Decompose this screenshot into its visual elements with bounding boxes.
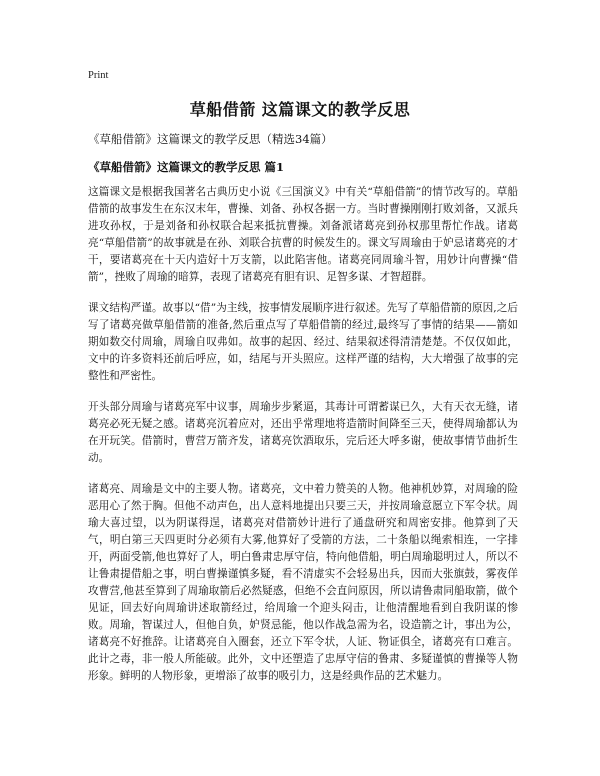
- paragraph-1: 这篇课文是根据我国著名古典历史小说《三国演义》中有关“草船借箭”的情节改写的。草船借箭的故事发生在东汉末年，曹操、刘备、孙权各据一方。当时曹操刚刚打败刘备，又派兵进攻孙权，于是刘备和孙权联合起来抵抗曹操。刘备派诸葛亮到孙权那里帮忙作战。诸葛亮“草船借箭”的故事就是在孙、刘联合抗曹的时候发生的。课文写周瑜由于妒忌诸葛亮的才干，要诸葛亮在十天内造好十万支箭，以此陷害他。诸葛亮同周瑜斗智，用妙计向曹操“借箭”，挫败了周瑜的暗算，表现了诸葛亮有胆有识、足智多谋、才智超群。: [88, 186, 518, 283]
- paragraph-3: 开头部分周瑜与诸葛亮军中议事，周瑜步步紧逼，其毒计可谓蓄谋已久，大有天衣无缝，诸葛亮必死无疑之感。诸葛亮沉着应对，还出乎常理地将造箭时间降至三天，使得周瑜都认为在开玩笑。借箭时，曹营万箭齐发，诸葛亮饮酒取乐，完后还大呼多谢，使故事情节曲折生动。: [88, 401, 518, 464]
- section-heading: 《草船借箭》这篇课文的教学反思 篇1: [88, 160, 285, 174]
- document-subtitle: 《草船借箭》这篇课文的教学反思（精选34篇）: [88, 132, 333, 146]
- page-title: 草船借箭 这篇课文的教学反思: [189, 100, 411, 119]
- print-link[interactable]: Print: [88, 70, 109, 81]
- paragraph-4: 诸葛亮、周瑜是文中的主要人物。诸葛亮，文中着力赞美的人物。他神机妙算，对周瑜的险恶用心了然于胸。但他不动声色，出人意料地提出只要三天，并按周瑜意愿立下军令状。周瑜大喜过望，以为阴谋得逞，诸葛亮对借箭妙计进行了通盘研究和周密安排。他算到了天气，明白第三天四更时分必须有大雾,他算好了受箭的方法，二十条船以绳索相连，一字排开，两面受箭,他也算好了人，明白鲁肃忠厚守信，特向他借船，明白周瑜聪明过人，所以不让鲁肃提借船之事，明白曹操谨慎多疑，看不清虚实不会轻易出兵，因而大张旗鼓，雾夜佯攻曹营,他甚至算到了周瑜取箭后必然疑惑，但绝不会直问原因，所以请鲁肃同船取箭，做个见证，回去好向周瑜讲述取箭经过，给周瑜一个迎头闷击，让他清醒地看到自我阴谋的惨败。周瑜，智谋过人，但他自负，妒贤忌能，他以作战急需为名，设造箭之计，事出为公，诸葛亮不好推辞。让诸葛亮自入圈套，还立下军令状，人证、物证俱全，诸葛亮有口难言。此计之毒，非一般人所能破。此外，文中还塑造了忠厚守信的鲁肃、多疑谨慎的曹操等人物形象。鲜明的人物形象，更增添了故事的吸引力，这是经典作品的艺术魅力。: [88, 483, 518, 682]
- paragraph-2: 课文结构严谨。故事以“借”为主线，按事情发展顺序进行叙述。先写了草船借箭的原因,之后写了诸葛亮做草船借箭的准备,然后重点写了草船借箭的经过,最终写了事情的结果——箭如期如数交付周瑜，周瑜自叹弗如。故事的起因、经过、结果叙述得清清楚楚。不仅仅如此，文中的许多资料还前后呼应，如，结尾与开头照应。这样严谨的结构，大大增强了故事的完整性和严密性。: [88, 302, 518, 382]
